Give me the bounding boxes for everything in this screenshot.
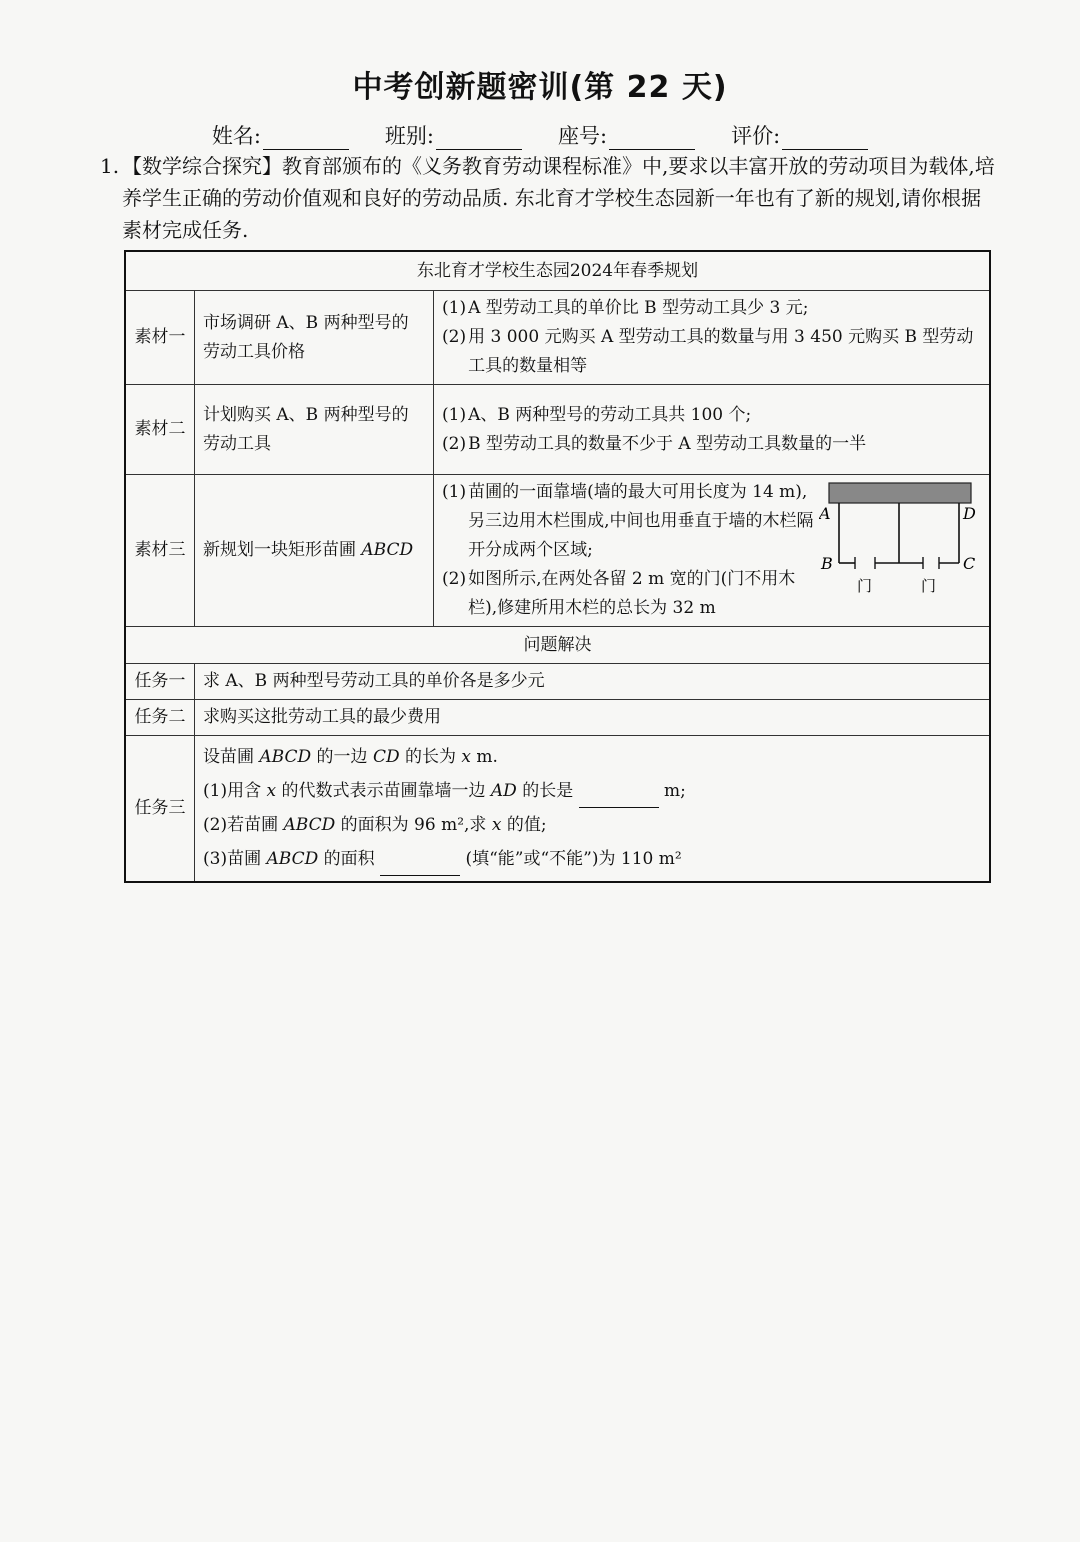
text-span: 的值;	[506, 815, 547, 836]
text-span: 的长为	[405, 747, 456, 768]
text-span: 的一边	[316, 747, 368, 768]
condition-text: 用 3 000 元购买 A 型劳动工具的数量与用 3 450 元购买 B 型劳动工具的数量相等	[468, 327, 974, 376]
class-label: 班别:	[384, 124, 434, 148]
task-2-label: 任务二	[125, 700, 195, 736]
name-field[interactable]	[212, 120, 349, 150]
page-title: 中考创新题密训(第 22 天)	[352, 70, 728, 105]
student-info-row	[0, 120, 1080, 150]
task-3-intro	[203, 740, 981, 774]
table-title: 东北育才学校生态园2024年春季规划	[125, 251, 990, 291]
text-span: 的代数式表示苗圃靠墙一边	[281, 781, 486, 802]
text-span: ABCD	[283, 815, 336, 836]
condition-index: (1)	[442, 298, 467, 318]
material-1-desc: 市场调研 A、B 两种型号的劳动工具价格	[195, 291, 434, 385]
seat-label: 座号:	[558, 124, 608, 148]
material-2-label: 素材二	[125, 385, 195, 475]
grade-field[interactable]	[731, 120, 868, 150]
text-span: 的长是	[522, 781, 574, 802]
material-3-conditions	[434, 475, 991, 627]
material-1-conditions	[434, 291, 991, 385]
text-span: (3)苗圃	[203, 849, 262, 870]
point-c-label: C	[963, 554, 976, 573]
text-span: m;	[664, 781, 686, 802]
condition-index: (1)	[442, 404, 467, 425]
text-span: (2)若苗圃	[203, 815, 279, 836]
answer-blank-ad[interactable]	[579, 787, 659, 808]
condition-text: A、B 两种型号的劳动工具共 100 个;	[468, 404, 752, 425]
task-3-sub-1	[203, 774, 981, 808]
text-span: (1)用含	[203, 781, 262, 802]
task-3-label: 任务三	[125, 736, 195, 882]
material-2-conditions	[434, 385, 991, 475]
condition-index: (1)	[442, 482, 467, 502]
section-title: 问题解决	[125, 627, 990, 664]
condition-index: (2)	[442, 327, 467, 347]
question-number: 1.	[100, 154, 120, 178]
text-span: m.	[476, 747, 498, 768]
condition-text: B 型劳动工具的数量不少于 A 型劳动工具数量的一半	[468, 433, 867, 454]
text-span: x	[491, 815, 502, 836]
text-span: 的面积	[323, 849, 375, 870]
wall-shape	[829, 483, 971, 503]
point-d-label: D	[963, 504, 976, 523]
task-3-sub-3	[203, 842, 981, 876]
material-1-label: 素材一	[125, 291, 195, 385]
material-2-desc: 计划购买 A、B 两种型号的劳动工具	[195, 385, 434, 475]
class-field[interactable]	[385, 120, 522, 150]
task-1-label: 任务一	[125, 664, 195, 700]
text-span: x	[461, 747, 471, 768]
material-3-desc	[195, 475, 434, 627]
condition-text: A 型劳动工具的单价比 B 型劳动工具少 3 元;	[468, 298, 809, 318]
material-3-desc-abcd: ABCD	[361, 540, 414, 560]
task-3-content	[195, 736, 991, 882]
name-label: 姓名:	[211, 124, 261, 148]
door-2-label: 门	[921, 577, 937, 595]
answer-blank-area[interactable]	[380, 855, 460, 876]
material-3-label: 素材三	[125, 475, 195, 627]
material-3-desc-text: 新规划一块矩形苗圃	[203, 540, 356, 560]
condition-text: 如图所示,在两处各留 2 m 宽的门(门不用木栏),修建所用木栏的总长为 32 m	[468, 569, 796, 618]
question-1	[100, 150, 1000, 246]
text-span: 设苗圃	[203, 747, 254, 768]
condition-index: (2)	[442, 569, 467, 589]
question-text: 【数学综合探究】教育部颁布的《义务教育劳动课程标准》中,要求以丰富开放的劳动项目为载体,培养学生正确的劳动价值观和良好的劳动品质. 东北育才学校生态园新一年也有了新的规划,请你根据素材完成任务.	[122, 154, 995, 242]
text-span: x	[266, 781, 277, 802]
text-span: (填“能”或“不能”)为 110 m²	[465, 849, 682, 870]
name-blank[interactable]	[263, 127, 349, 150]
plan-table	[124, 250, 991, 883]
point-a-label: A	[819, 504, 831, 523]
seat-field[interactable]	[558, 120, 695, 150]
condition-index: (2)	[442, 433, 467, 454]
door-1-label: 门	[857, 577, 873, 595]
text-span: ABCD	[259, 747, 312, 768]
text-span: AD	[490, 781, 517, 802]
task-1-text: 求 A、B 两种型号劳动工具的单价各是多少元	[195, 664, 991, 700]
seat-blank[interactable]	[609, 127, 695, 150]
grade-blank[interactable]	[782, 127, 868, 150]
task-3-sub-2	[203, 808, 981, 842]
text-span: CD	[372, 747, 400, 768]
condition-text: 苗圃的一面靠墙(墙的最大可用长度为 14 m),另三边用木栏围成,中间也用垂直于墙的木栏隔开分成两个区域;	[468, 482, 814, 560]
text-span: 的面积为 96 m²,求	[340, 815, 487, 836]
point-b-label: B	[821, 554, 833, 573]
class-blank[interactable]	[436, 127, 522, 150]
task-2-text: 求购买这批劳动工具的最少费用	[195, 700, 991, 736]
text-span: ABCD	[266, 849, 319, 870]
grade-label: 评价:	[731, 124, 781, 148]
nursery-diagram	[819, 479, 979, 619]
